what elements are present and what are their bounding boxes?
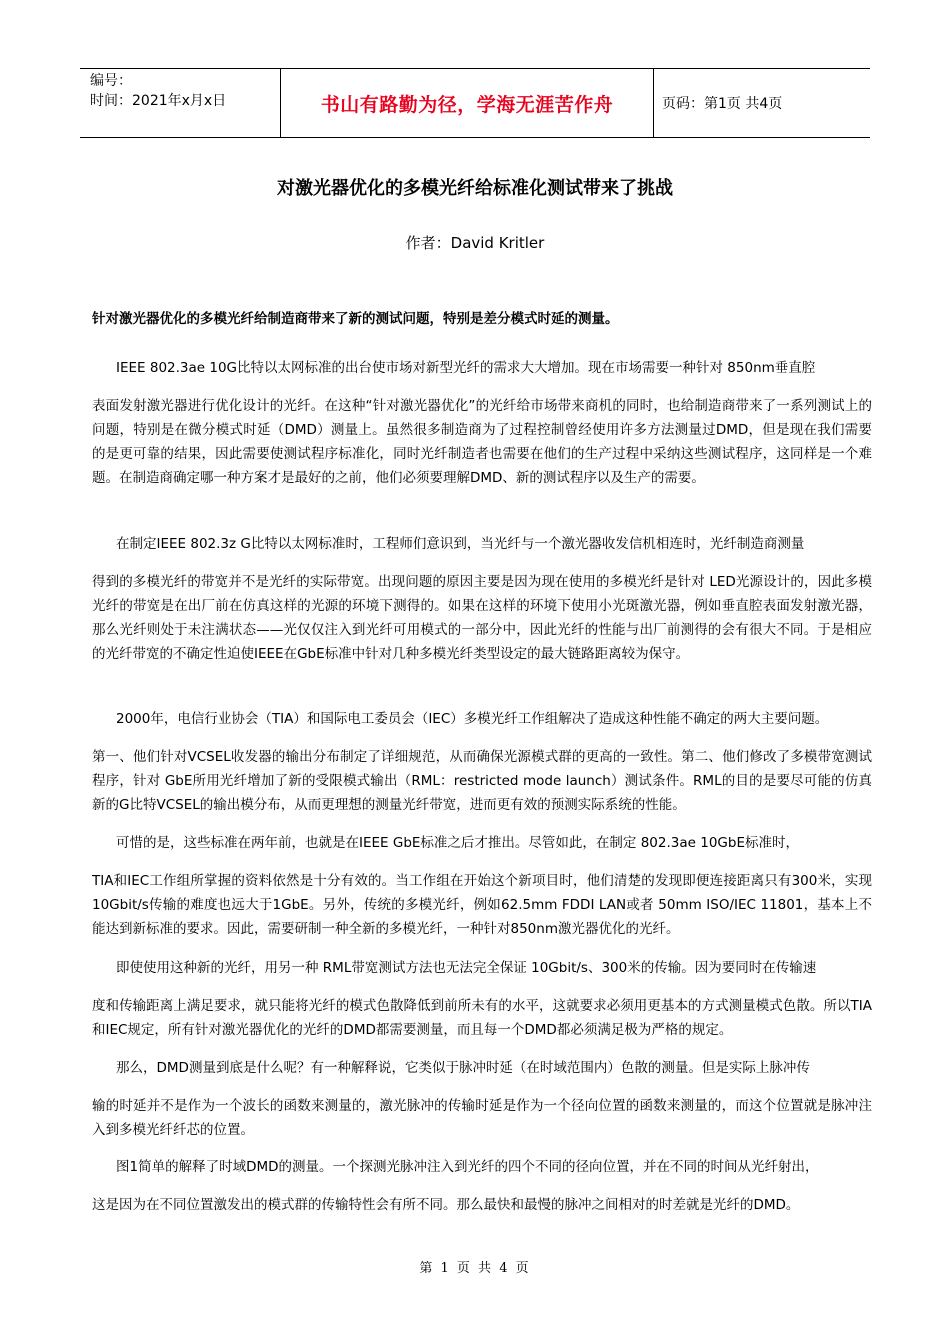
paragraph-body: 得到的多模光纤的带宽并不是光纤的实际带宽。出现问题的原因主要是因为现在使用的多模光纤是针对 LED光源设计的，因此多模光纤的带宽是在出厂前在仿真这样的光源的环境下测得的。如果在这样的环境下使用小光斑激光器，例如垂直腔表面发射激光器，那么光纤则处于未注满状态——光仅仅注入到光纤可用模式的一部分中，因此光纤的性能与出厂前测得的会有很大不同。于是相应的光纤带宽的不确定性迫使IEEE在GbE标准中针对几种多模光纤类型设定的最大链路距离较为保守。: [92, 574, 872, 662]
paragraph-first-line: 可惜的是，这些标准在两年前，也就是在IEEE GbE标准之后才推出。尽管如此，在制定 802.3ae 10GbE标准时，: [116, 835, 799, 851]
paragraph-body: 度和传输距离上满足要求，就只能将光纤的模式色散降低到前所未有的水平，这就要求必须用更基本的方式测量模式色散。所以TIA和IEC规定，所有针对激光器优化的光纤的DMD都需要测量，而且每一个DMD都必须满足极为严格的规定。: [92, 998, 872, 1038]
document-number-label: 编号：: [90, 73, 132, 89]
article-title: 对激光器优化的多模光纤给标准化测试带来了挑战: [277, 178, 673, 199]
paragraph: [92, 532, 872, 666]
paragraph-body: 表面发射激光器进行优化设计的光纤。在这种“针对激光器优化”的光纤给市场带来商机的同时，也给制造商带来了一系列测试上的问题，特别是在微分模式时延（DMD）测量上。虽然很多制造商为了过程控制曾经使用许多方法测量过DMD，但是现在我们需要的是更可靠的结果，因此需要使测试程序标准化，同时光纤制造者也需要在他们的生产过程中采纳这些测试程序，这同样是一个难题。在制造商确定哪一种方案才是最好的之前，他们必须要理解DMD、新的测试程序以及生产的需要。: [92, 398, 872, 486]
paragraph: [92, 707, 872, 817]
page-footer: 第 1 页 共 4 页: [419, 1261, 531, 1276]
header-motto: 书山有路勤为径，学海无涯苦作舟: [280, 69, 654, 137]
paragraph: [92, 956, 872, 1042]
paragraph: [92, 1155, 872, 1217]
paragraph-body: 第一、他们针对VCSEL收发器的输出分布制定了详细规范，从而确保光源模式群的更高的一致性。第二、他们修改了多模带宽测试程序，针对 GbE所用光纤增加了新的受限模式输出（RML：restricted mode launch）测试条件。RML的目的是要尽可能的仿真新的G比特VCSEL的输出模分布，从而更理想的测量光纤带宽，进而更有效的预测实际系统的性能。: [92, 749, 872, 813]
paragraph: [92, 1056, 872, 1142]
article-author: 作者：David Kritler: [405, 234, 545, 252]
paragraph-first-line: 在制定IEEE 802.3z G比特以太网标准时，工程师们意识到，当光纤与一个激光器收发信机相连时，光纤制造商测量: [116, 536, 805, 552]
header-page-label: 页码：第1页 共4页: [662, 96, 783, 112]
paragraph-body: 这是因为在不同位置激发出的模式群的传输特性会有所不同。那么最快和最慢的脉冲之间相对的时差就是光纤的DMD。: [92, 1197, 800, 1213]
document-time-label: 时间：2021年x月x日: [90, 93, 227, 109]
paragraph: [92, 831, 872, 941]
article-lead: 针对激光器优化的多模光纤给制造商带来了新的测试问题，特别是差分模式时延的测量。: [92, 311, 619, 327]
header-meta: [80, 69, 280, 137]
paragraph-first-line: 即使使用这种新的光纤，用另一种 RML带宽测试方法也无法完全保证 10Gbit/s、300米的传输。因为要同时在传输速: [116, 960, 817, 976]
paragraph-first-line: 图1简单的解释了时域DMD的测量。一个探测光脉冲注入到光纤的四个不同的径向位置，并在不同的时间从光纤射出，: [116, 1159, 819, 1175]
paragraph-body: TIA和IEC工作组所掌握的资料依然是十分有效的。当工作组在开始这个新项目时，他们清楚的发现即便连接距离只有300米，实现 10Gbit/s传输的难度也远大于1GbE。另外，传统的多模光纤，例如62.5mm FDDI LAN或者 50mm ISO/IEC 11801，基本上不能达到新标准的要求。因此，需要研制一种全新的多模光纤，一种针对850nm激光器优化的光纤。: [92, 873, 872, 937]
paragraph-body: 输的时延并不是作为一个波长的函数来测量的，激光脉冲的传输时延是作为一个径向位置的函数来测量的，而这个位置就是脉冲注入到多模光纤纤芯的位置。: [92, 1098, 872, 1138]
paragraph-first-line: 那么，DMD测量到底是什么呢？有一种解释说，它类似于脉冲时延（在时域范围内）色散的测量。但是实际上脉冲传: [116, 1060, 810, 1076]
paragraph-first-line: IEEE 802.3ae 10G比特以太网标准的出台使市场对新型光纤的需求大大增加。现在市场需要一种针对 850nm垂直腔: [116, 360, 816, 376]
paragraph: [92, 356, 872, 490]
paragraph-first-line: 2000年，电信行业协会（TIA）和国际电工委员会（IEC）多模光纤工作组解决了造成这种性能不确定的两大主要问题。: [116, 711, 829, 727]
page-header: [80, 68, 870, 138]
